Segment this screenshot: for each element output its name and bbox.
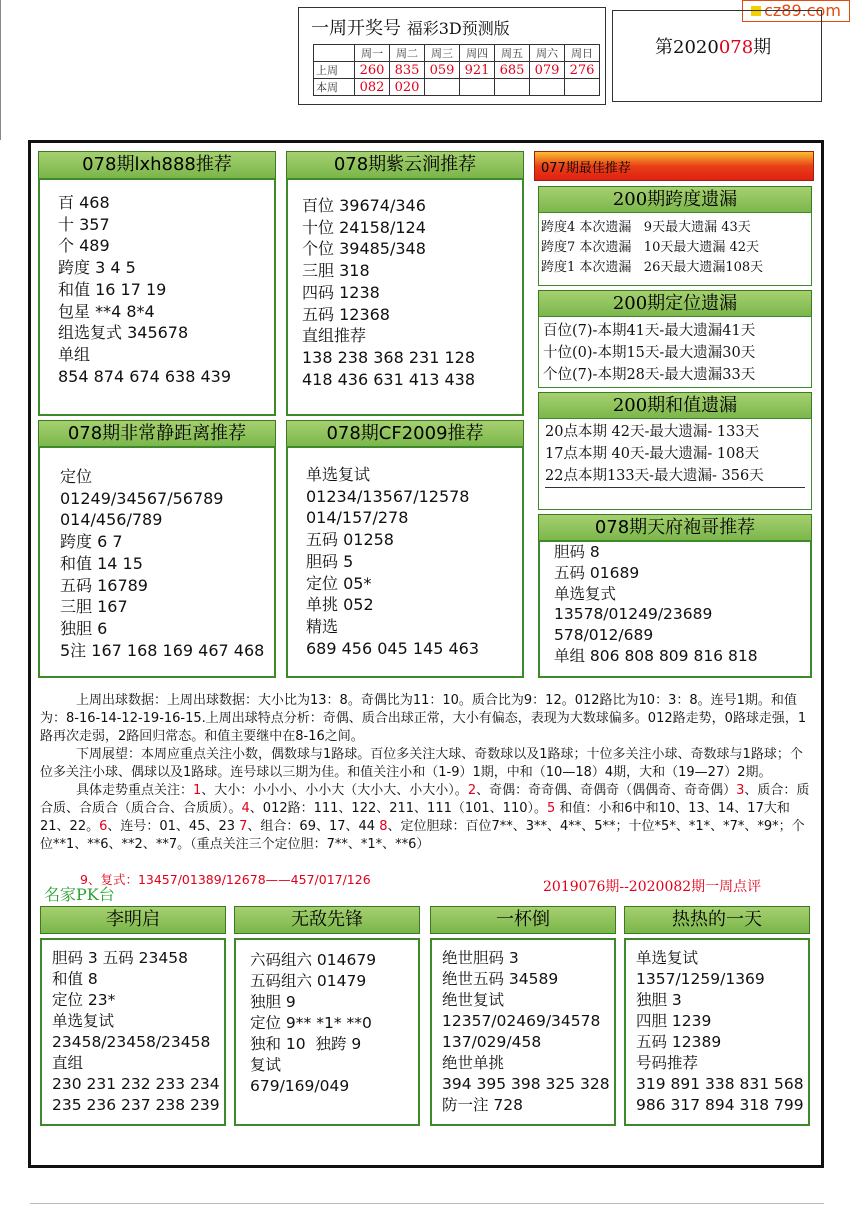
list-item: 20点本期 42天-最大遗漏- 133天	[545, 424, 760, 440]
list-item: 胆码 5	[306, 551, 354, 571]
list-item: 跨度 6 7	[60, 532, 123, 552]
weekly-draw-header	[298, 7, 606, 105]
dingwei-omission-list	[543, 320, 755, 386]
best-recommendation-banner: 077期最佳推荐	[534, 151, 814, 181]
list-item: 单挑 052	[306, 595, 374, 615]
list-item: 个位(7)-本期28天-最大遗漏33天	[543, 367, 756, 383]
day-header: 周三	[425, 45, 460, 62]
day-header: 周日	[565, 45, 600, 62]
expert-content	[636, 948, 804, 1116]
list-item: 单选复试	[306, 465, 371, 484]
panel-lxh888	[38, 178, 276, 416]
table-row	[314, 79, 600, 96]
panel-feichang	[38, 446, 276, 678]
list-item: 三胆 167	[60, 597, 128, 617]
omission-underline	[545, 487, 805, 488]
analysis-focus: 具体走势重点关注：1、大小：小小小、小小大（大小大、小大小）。2、奇偶：奇奇偶、奇偶奇（偶偶奇、奇奇偶）3、质合：质合质、合质合（质合合、合质质）。4、012路：111、122、211、111（101、110）。5 和值：小和6中和10、13、14、17大和21、22。6、连号：01、45、23 7、组合：69、17、44 8、定位胆球：百位7**、3**、4**、5**；十位*5*、*1*、*7*、*9*；个位**1、**6、**2、**7。（重点关注三个定位胆：7**、*1*、**6）	[40, 783, 810, 852]
draw-number: 276	[565, 62, 600, 79]
list-item: 13578/01249/23689	[554, 605, 713, 624]
draw-number: 079	[530, 62, 565, 79]
draw-number	[530, 79, 565, 96]
list-item: 418 436 631 413 438	[302, 369, 476, 389]
kuadu-omission-list	[541, 218, 763, 278]
list-item: 230 231 232 233 234	[52, 1075, 220, 1093]
draw-number: 020	[390, 79, 425, 96]
fuxuan-line: 9、复式：13457/01389/12678——457/017/126	[80, 872, 371, 887]
table-row	[314, 45, 600, 62]
list-item: 17点本期 40天-最大遗漏- 108天	[545, 446, 760, 462]
hezhi-omission-box	[538, 418, 812, 510]
header-subtitle: 福彩3D预测版	[406, 19, 510, 38]
list-item: 23458/23458/23458	[52, 1033, 211, 1051]
list-item: 绝世复试	[442, 991, 505, 1009]
list-item: 独胆 9	[250, 993, 296, 1011]
expert-content	[250, 950, 376, 1097]
expert-content	[442, 948, 610, 1116]
panel-ziyun-content	[302, 195, 475, 390]
hezhi-omission-list	[545, 421, 764, 487]
draw-number: 685	[495, 62, 530, 79]
list-item: 三胆 318	[302, 261, 370, 281]
draw-number: 921	[460, 62, 495, 79]
analysis-outlook: 下周展望：本周应重点关注小数，偶数球与1路球。百位多关注大球、奇数球以及1路球；十位多关注小球、奇数球与1路球；个位多关注小球、偶球以及1路球。连号球以三期为佳。和值关注小和（1-9）1期，中和（10—18）4期，大和（19—27）2期。	[40, 747, 803, 780]
expert-title: 一杯倒	[430, 906, 616, 934]
list-item: 和值 16 17 19	[58, 279, 167, 299]
list-item: 014/157/278	[306, 508, 409, 528]
list-item: 绝世五码 34589	[442, 970, 559, 988]
list-item: 854 874 674 638 439	[58, 366, 232, 386]
list-item: 五码 01258	[306, 530, 394, 550]
list-item: 直组推荐	[302, 326, 367, 346]
hezhi-omission-title: 200期和值遗漏	[538, 392, 812, 420]
draw-number: 260	[355, 62, 390, 79]
expert-title: 无敌先锋	[234, 906, 420, 934]
draw-number: 835	[390, 62, 425, 79]
list-item: 胆码 8	[554, 543, 600, 561]
list-item: 精选	[306, 616, 339, 636]
list-item: 679/169/049	[250, 1077, 350, 1095]
list-item: 和值 14 15	[60, 553, 143, 573]
pk-label: 名家PK台	[44, 885, 115, 904]
list-item: 和值 8	[52, 970, 98, 988]
site-badge[interactable]: cz89.com	[742, 0, 850, 22]
list-item: 跨度1 本次遗漏 26天最大遗漏108天	[541, 260, 764, 275]
panel-feichang-content	[60, 466, 264, 661]
row-label: 上周	[314, 62, 355, 79]
list-item: 六码组六 014679	[250, 951, 377, 969]
list-item: 十位(0)-本期15天-最大遗漏30天	[543, 345, 756, 361]
draw-number: 059	[425, 62, 460, 79]
analysis-last-week: 上周出球数据：上周出球数据：大小比为13：8。奇偶比为11：10。质合比为9：12。012路比为10：3：8。连号1期。和值为：8-16-14-12-19-16-15.上周出球特点分析：奇偶、质合出球正常，大小有偏态，表现为大数球偏多。012路走势，0路球走强，1路再次走弱，2路回归常态。和值主要继中在8-16之间。	[40, 693, 807, 744]
issue-number: 第2020078期	[655, 37, 772, 58]
list-item: 22点本期133天-最大遗漏- 356天	[545, 468, 764, 484]
list-item: 防一注 728	[442, 1096, 524, 1114]
list-item: 百位 39674/346	[302, 196, 426, 215]
dingwei-omission-title: 200期定位遗漏	[538, 290, 812, 318]
kuadu-omission-box	[538, 212, 812, 286]
list-item: 绝世单挑	[442, 1054, 505, 1072]
list-item: 137/029/458	[442, 1033, 542, 1051]
list-item: 单选复试	[52, 1012, 115, 1030]
list-item: 五码组六 01479	[250, 972, 367, 990]
list-item: 个位 39485/348	[302, 239, 426, 259]
list-item: 直组	[52, 1054, 84, 1072]
list-item: 绝世胆码 3	[442, 949, 519, 967]
list-item: 单组 806 808 809 816 818	[554, 646, 758, 665]
row-label: 本周	[314, 79, 355, 96]
panel-cf2009	[286, 446, 524, 678]
list-item: 包星 **4 8*4	[58, 301, 155, 321]
dingwei-omission-box	[538, 316, 812, 388]
day-header: 周四	[460, 45, 495, 62]
list-item: 独胆 6	[60, 618, 108, 638]
expert-panel	[234, 938, 420, 1126]
list-item: 定位 9** *1* **0	[250, 1014, 372, 1032]
panel-title-cf2009: 078期CF2009推荐	[286, 420, 524, 448]
list-item: 复试	[250, 1056, 282, 1074]
list-item: 986 317 894 318 799	[636, 1096, 804, 1114]
list-item: 定位 05*	[306, 573, 372, 593]
panel-title-lxh888: 078期lxh888推荐	[38, 151, 276, 179]
list-item: 138 238 368 231 128	[302, 347, 476, 367]
list-item: 跨度7 本次遗漏 10天最大遗漏 42天	[541, 240, 760, 255]
expert-panel	[430, 938, 616, 1126]
list-item: 014/456/789	[60, 510, 163, 530]
list-item: 跨度 3 4 5	[58, 258, 136, 278]
expert-content	[52, 948, 220, 1116]
list-item: 394 395 398 325 328	[442, 1075, 610, 1093]
list-item: 689 456 045 145 463	[306, 638, 480, 658]
draw-number	[565, 79, 600, 96]
table-row	[314, 62, 600, 79]
panel-cf2009-content	[306, 464, 479, 659]
list-item: 五码 01689	[554, 563, 640, 582]
list-item: 单组	[58, 344, 91, 364]
list-item: 百 468	[58, 193, 110, 212]
expert-title: 李明启	[40, 906, 226, 934]
kuadu-omission-title: 200期跨度遗漏	[538, 186, 812, 214]
list-item: 1357/1259/1369	[636, 970, 765, 988]
draw-number	[495, 79, 530, 96]
expert-title: 热热的一天	[624, 906, 810, 934]
day-header: 周一	[355, 45, 390, 62]
list-item: 单选复式	[554, 584, 617, 603]
list-item: 单选复试	[636, 949, 699, 967]
list-item: 胆码 3 五码 23458	[52, 949, 188, 967]
panel-lxh888-content	[58, 192, 231, 387]
panel-title-feichang: 078期非常静距离推荐	[38, 420, 276, 448]
day-header: 周五	[495, 45, 530, 62]
panel-ziyun	[286, 178, 524, 416]
list-item: 319 891 338 831 568	[636, 1075, 804, 1093]
panel-title-ziyun: 078期紫云涧推荐	[286, 151, 524, 179]
panel-title-tianfu: 078期天府袍哥推荐	[538, 514, 812, 542]
panel-tianfu-content	[554, 542, 758, 667]
list-item: 组选复式 345678	[58, 323, 189, 343]
list-item: 五码 16789	[60, 575, 148, 595]
list-item: 十位 24158/124	[302, 217, 426, 237]
weekly-review-label: 2019076期--2020082期一周点评	[543, 879, 762, 895]
left-divider	[0, 0, 1, 140]
list-item: 个 489	[58, 236, 110, 256]
list-item: 定位	[60, 467, 93, 486]
list-item: 12357/02469/34578	[442, 1012, 601, 1030]
list-item: 四码 1238	[302, 282, 380, 302]
list-item: 跨度4 本次遗漏 9天最大遗漏 43天	[541, 220, 751, 235]
day-header: 周二	[390, 45, 425, 62]
expert-panel	[40, 938, 226, 1126]
issue-box	[612, 10, 822, 102]
list-item: 独和 10 独跨 9	[250, 1035, 362, 1053]
list-item: 独胆 3	[636, 991, 682, 1009]
list-item: 01249/34567/56789	[60, 488, 224, 508]
list-item: 定位 23*	[52, 991, 116, 1009]
list-item: 01234/13567/12578	[306, 486, 470, 506]
list-item: 百位(7)-本期41天-最大遗漏41天	[543, 323, 756, 339]
list-item: 五码 12389	[636, 1033, 722, 1051]
weekly-analysis	[40, 692, 812, 854]
draw-number	[460, 79, 495, 96]
list-item: 四胆 1239	[636, 1012, 712, 1030]
list-item: 578/012/689	[554, 626, 654, 645]
bottom-rule	[30, 1203, 824, 1204]
expert-panel	[624, 938, 810, 1126]
draw-number	[425, 79, 460, 96]
draw-number: 082	[355, 79, 390, 96]
header-title: 一周开奖号 福彩3D预测版	[311, 18, 510, 39]
list-item: 五码 12368	[302, 304, 390, 324]
weekly-results-table	[313, 44, 600, 96]
list-item: 号码推荐	[636, 1054, 699, 1072]
list-item: 5注 167 168 169 467 468	[60, 640, 265, 660]
list-item: 十 357	[58, 214, 110, 234]
list-item: 235 236 237 238 239	[52, 1096, 220, 1114]
panel-tianfu	[538, 540, 812, 678]
day-header: 周六	[530, 45, 565, 62]
